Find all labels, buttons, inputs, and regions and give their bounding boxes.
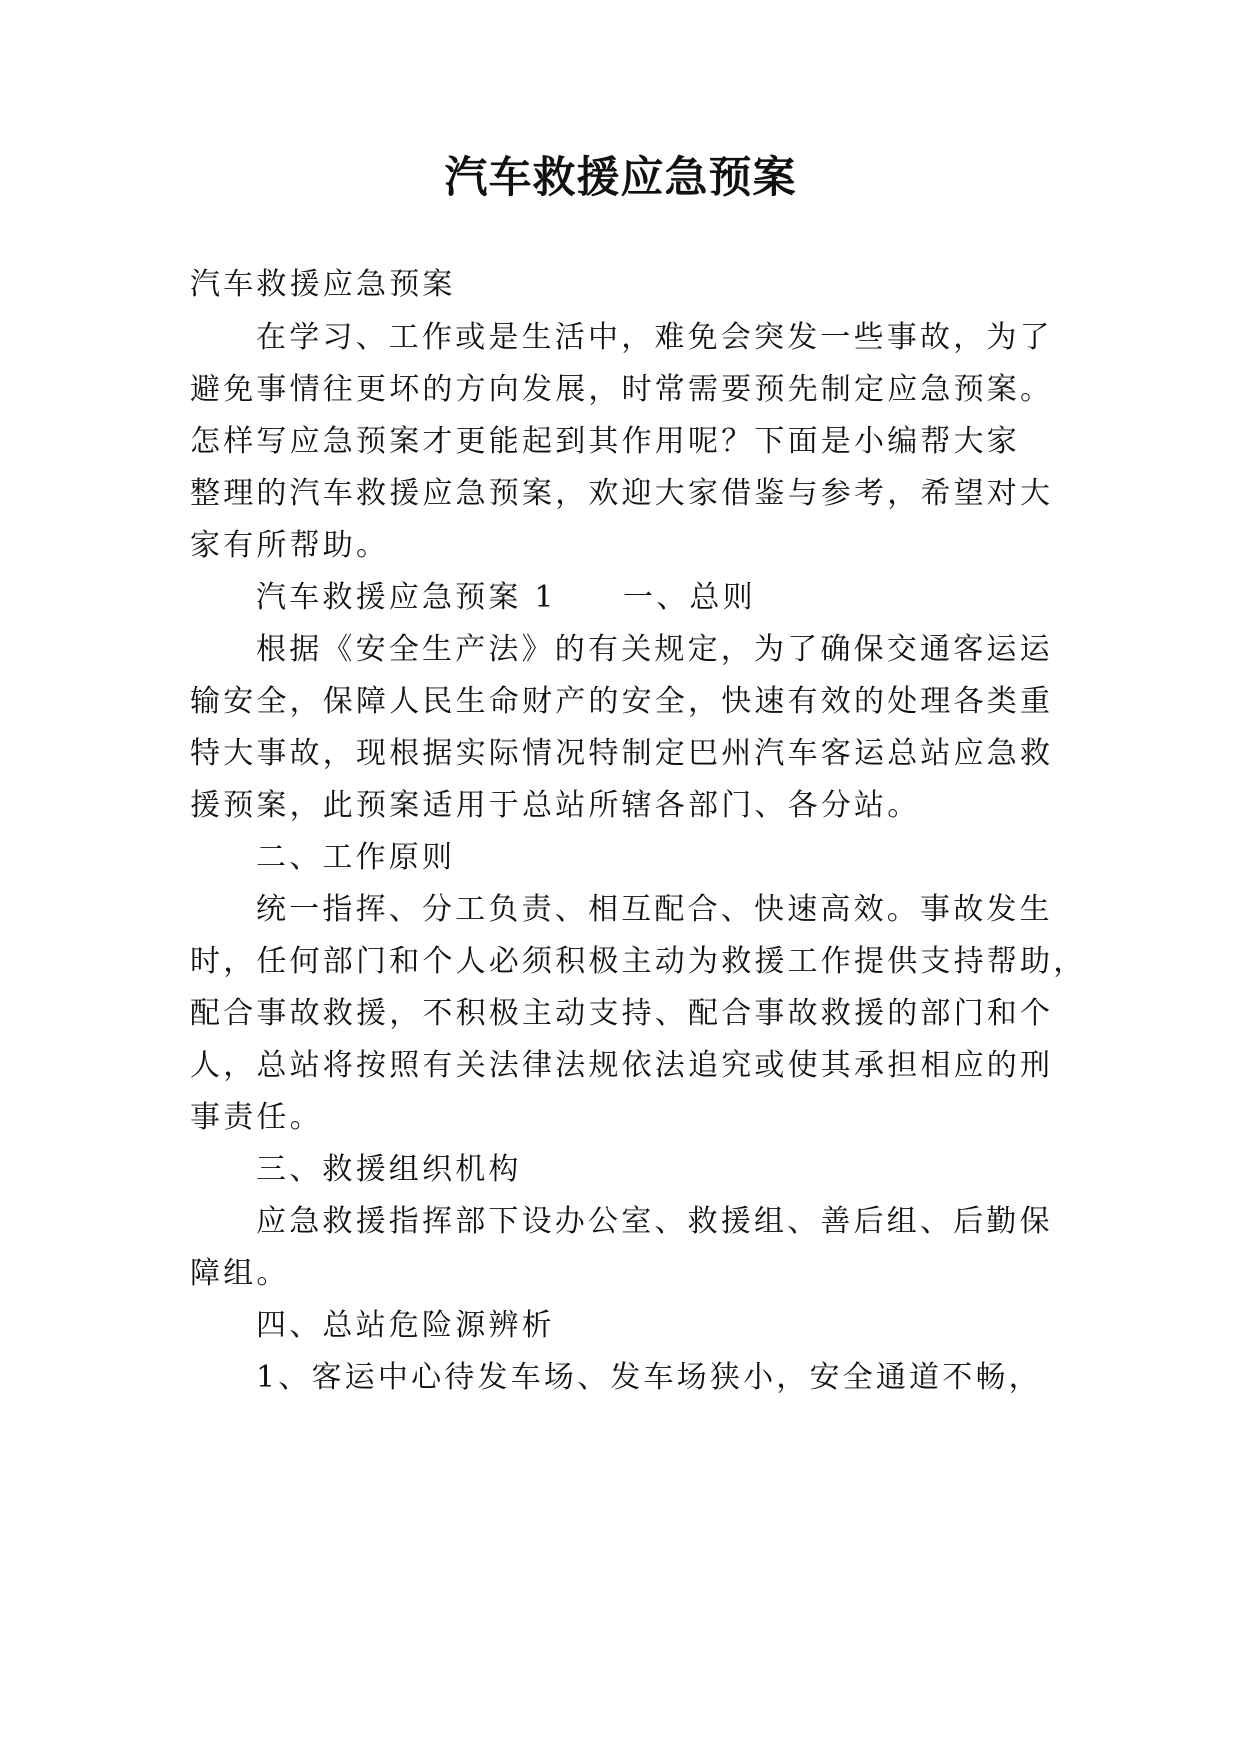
text-line: 根据《安全生产法》的有关规定，为了确保交通客运运: [256, 632, 1053, 667]
text-line: 障组。: [190, 1256, 290, 1291]
text-line: 怎样写应急预案才更能起到其作用呢？下面是小编帮大家: [190, 424, 1020, 459]
text-line: 统一指挥、分工负责、相互配合、快速高效。事故发生: [256, 892, 1053, 927]
text-line: 人，总站将按照有关法律法规依法追究或使其承担相应的刑: [190, 1048, 1054, 1083]
text-line: 在学习、工作或是生活中，难免会突发一些事故，为了: [256, 320, 1053, 355]
text-line: 三、救援组织机构: [256, 1152, 522, 1187]
text-line: 时，任何部门和个人必须积极主动为救援工作提供支持帮助，: [190, 944, 1087, 979]
text-line: 四、总站危险源辨析: [256, 1308, 555, 1343]
text-line: 特大事故，现根据实际情况特制定巴州汽车客运总站应急救: [190, 736, 1054, 771]
text-line: 输安全，保障人民生命财产的安全，快速有效的处理各类重: [190, 684, 1054, 719]
document-title: 汽车救援应急预案: [444, 153, 797, 203]
text-line: 家有所帮助。: [190, 528, 390, 563]
text-line: 汽车救援应急预案: [190, 267, 456, 302]
text-line: 二、工作原则: [256, 840, 456, 875]
text-line: 应急救援指挥部下设办公室、救援组、善后组、后勤保: [256, 1204, 1053, 1239]
text-line: 1、客运中心待发车场、发车场狭小，安全通道不畅，: [256, 1360, 1042, 1395]
text-line: 配合事故救援，不积极主动支持、配合事故救援的部门和个: [190, 996, 1054, 1031]
text-line: 事责任。: [190, 1100, 323, 1135]
text-line: 援预案，此预案适用于总站所辖各部门、各分站。: [190, 788, 921, 823]
text-line: 避免事情往更坏的方向发展，时常需要预先制定应急预案。: [190, 372, 1054, 407]
text-line: 汽车救援应急预案 1 一、总则: [256, 580, 756, 615]
text-line: 整理的汽车救援应急预案，欢迎大家借鉴与参考，希望对大: [190, 476, 1054, 511]
